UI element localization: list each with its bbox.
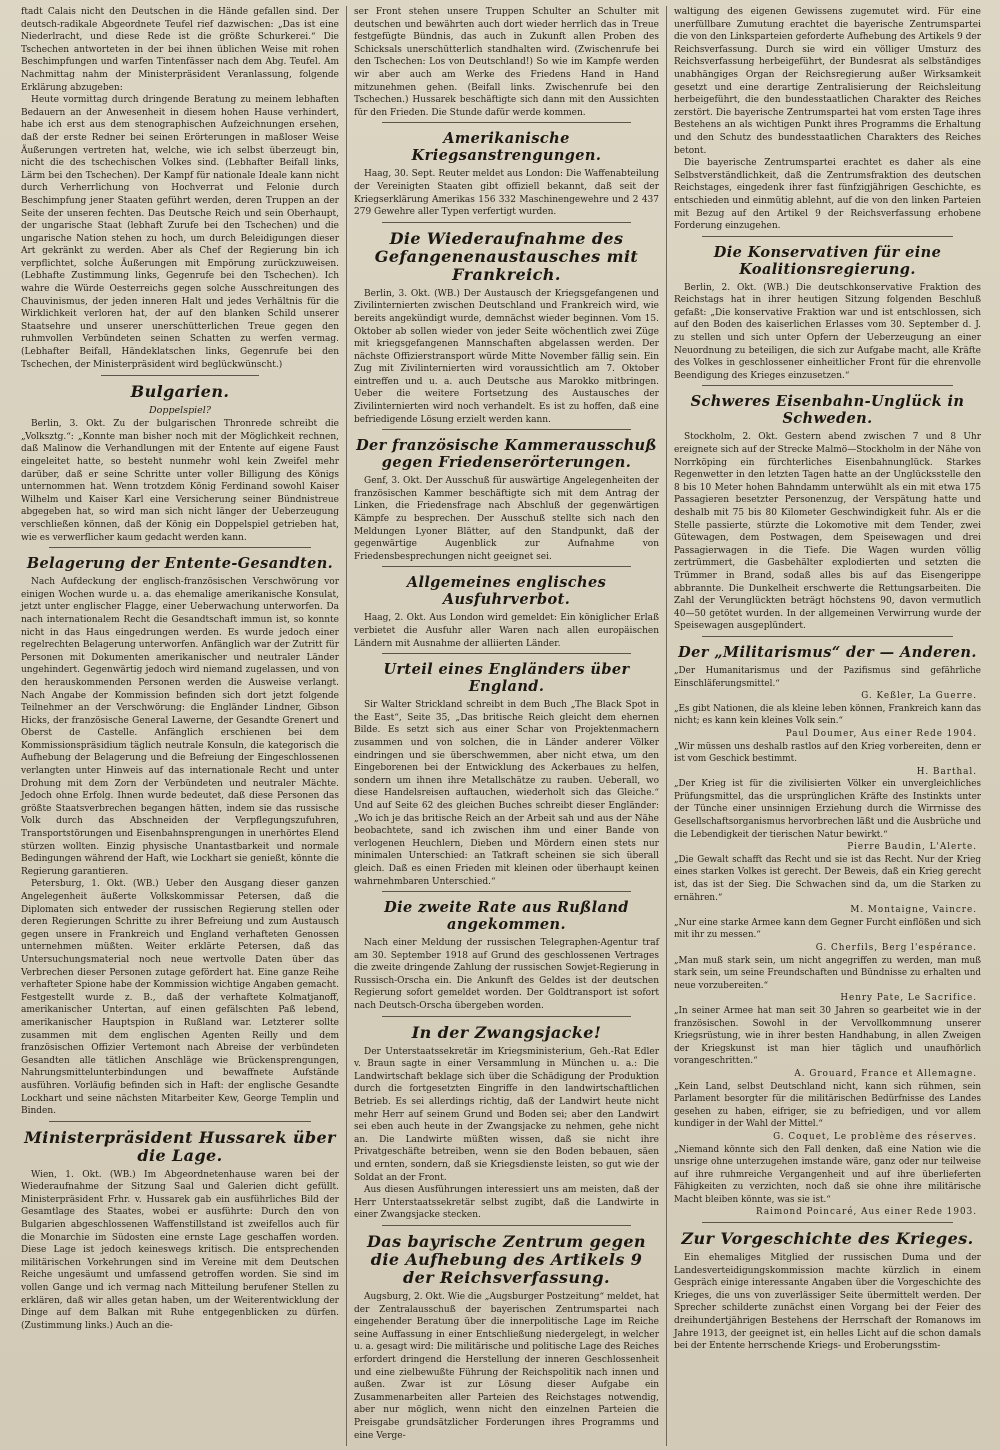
section-divider (702, 236, 953, 237)
section-divider (702, 636, 953, 637)
article-paragraph: ftadt Calais nicht den Deutschen in die Hände gefallen sind. Der deutsch-radikale Abgeordnete Teufel rief dazwischen: „Das ist eine Niederlracht, und diese Rede ist die größte Schurkerei.“ Die Tschechen antworteten in der bei ihnen üblichen Weise mit rohen Beschimpfungen und warfen Tintenfässer nach dem Abg. Teufel. Am Nachmittag nahm der Ministerpräsident Veranlassung, folgende Erklärung abzugeben: (21, 7, 339, 93)
article-paragraph: Aus diesen Ausführungen interessiert uns am meisten, daß der Herr Unterstaatssekretär selbst zugibt, daß die Landwirte in einer Zwangsjacke stecken. (354, 1185, 659, 1221)
column-2 (347, 6, 667, 1446)
column-3 (667, 6, 988, 1446)
article-headline: Urteil eines Engländers über England. (383, 661, 630, 696)
article-paragraph: „Der Krieg ist für die zivilisierten Völker ein unvergleichliches Prüfungsmittel, das die ursprünglichen Kräfte des Instinkts unter der Tünche einer unsinnigen Erziehung durch die Wirrnisse des Gesellschaftsorganismus hervorbrechen läßt und die Ausbrüche und die Lebendigkeit der tierischen Natur bewirkt.“ (674, 779, 981, 840)
section-divider (382, 1016, 631, 1017)
article-paragraph: Stockholm, 2. Okt. Gestern abend zwischen 7 und 8 Uhr ereignete sich auf der Strecke Malmö—Stockholm in der Nähe von Norrköping ein fürchterliches Eisenbahnunglück. Starkes Regenwetter in den letzten Tagen hatte an der Unglücksstelle den 8 bis 10 Meter hohen Bahndamm unterwühlt als ein mit etwa 175 Passagieren besetzter Personenzug, der Verspätung hatte und deshalb mit 75 bis 80 Kilometer Geschwindigkeit fuhr. Als er die Stelle passierte, stürzte die Lokomotive mit dem Tender, zwei Gütewagen, dem Postwagen, dem Speisewagen und drei Passagierwagen in die Tiefe. Die Wagen wurden völlig zertrümmert, die Gasbehälter explodierten und setzten die Trümmer in Brand, sodaß alles bis auf das Eisengerippe abbrannte. Die Dunkelheit erschwerte die Rettungsarbeiten. Die Zahl der Verunglückten beträgt höchstens 90, davon vermutlich 40—50 getötet wurden. In der allgemeinen Verwirrung wurde der Speisewagen ausgeplündert. (674, 432, 981, 632)
article-paragraph: Der Unterstaatssekretär im Kriegsministerium, Geh.-Rat Edler v. Braun sagte in einer Versammlung in München u. a.: Die Landwirtschaft beklage sich über die Schädigung der Produktion durch die fortgesetzten Eingriffe in den landwirtschaftlichen Betrieb. Es sei allerdings richtig, daß der Landwirt heute nicht mehr Herr auf seinem Grund und Boden sei; aber den Landwirt sei eben auch heute in der Zwangsjacke zu nehmen, gehe nicht an. Die Landwirte müßten wissen, daß sie nicht ihre Privatgeschäfte betreiben, wenn sie den Boden bebauen, säen und ernten, sondern, daß sie Kriegsdienste leisten, so gut wie der Soldat an der Front. (354, 1046, 659, 1183)
article-paragraph: „Kein Land, selbst Deutschland nicht, kann sich rühmen, sein Parlament besorgter für die militärischen Bedürfnisse des Landes gesehen zu haben, eifriger, sie zu befriedigen, und vor allem kundiger in der Wahl der Mittel.“ (674, 1081, 981, 1130)
article-paragraph: „Nur eine starke Armee kann dem Gegner Furcht einflößen und sich mit ihr zu messen.“ (674, 917, 981, 941)
section-divider (382, 429, 631, 430)
article-paragraph: „Der Humanitarismus und der Pazifismus sind gefährliche Einschläferungsmittel.“ (674, 665, 981, 689)
article-headline: Zur Vorgeschichte des Krieges. (681, 1229, 974, 1249)
quote-attribution: Paul Doumer, Aus einer Rede 1904. (785, 728, 977, 739)
article-headline: Ministerpräsident Hussarek über die Lage. (24, 1127, 336, 1165)
section-divider (382, 222, 631, 223)
column-1 (14, 6, 347, 1446)
section-divider (382, 122, 631, 123)
quote-attribution: G. Cherfils, Berg l'espérance. (815, 943, 977, 953)
article-paragraph: „In seiner Armee hat man seit 30 Jahren so gearbeitet wie in der französischen. Sowohl in der Vervollkommnung unserer Kriegsrüstung, wie in ihrer besten Handhabung, in allen Zweigen der Kriegskunst ist man hier täglich und unaufhörlich vorangeschritten.“ (674, 1005, 981, 1067)
section-divider (382, 1225, 631, 1226)
section-divider (101, 375, 259, 376)
article-paragraph: Wien, 1. Okt. (WB.) Im Abgeordnetenhause waren bei der Wiederaufnahme der Sitzung Saal und Galerien dicht gefüllt. Ministerpräsident Frhr. v. Hussarek gab ein ausführliches Bild der Gesamtlage des Staates, wobei er ausführte: Durch den von Bulgarien abgeschlossenen Waffenstillstand ist zweifellos auch für die Monarchie im Südosten eine ernste Lage geschaffen worden. Diese Lage ist jedoch keineswegs kritisch. Die entsprechenden militärischen Vorkehrungen sind im Vereine mit dem Deutschen Reiche ungesäumt und umfassend getroffen worden. Sie sind im vollen Gange und ich vermag nach Mitteilung berufener Stellen zu erklären, daß wir alles getan haben, um der Weiterentwicklung der Dinge auf dem Balkan mit Ruhe entgegenblicken zu dürfen. (Zustimmung links.) Auch an die- (21, 1169, 339, 1331)
article-paragraph: waltigung des eigenen Gewissens zugemutet wird. Für eine unerfüllbare Zumutung erachtet die bayerische Zentrumspartei die von den Linksparteien geforderte Aufhebung des Artikels 9 der Reichsverfassung. Durch sie wird ein völliger Umsturz des Reichsverfassung herbeigeführt, der Bundesrat als selbständiges unabhängiges Organ der Reichsregierung außer Wirksamkeit gesetzt und eine derartige Zentralisierung der Reichsleitung herbeigeführt, die den bundesstaatlichen Charakter des Reiches zerstört. Die bayerische Zentrumspartei hat vom ersten Tage ihres Bestehens an als wichtigen Punkt ihres Programms die Erhaltung und den Schutz des bundesstaatlichen Charakters des Reiches betont. (674, 7, 981, 156)
section-divider (49, 547, 311, 548)
article-paragraph: ser Front stehen unsere Truppen Schulter an Schulter mit deutschen und bewährten auch dort wieder herrlich das in Treue festgefügte Bündnis, das auch in Zukunft allen Proben des Schicksals unerschütterlich standhalten wird. (Zwischenrufe bei den Tschechen: Los von Deutschland!) So wie im Kampfe werden wir aber auch am Werke des Friedens Hand in Hand mitzunehmen gehen. (Beifall links. Zwischenrufe bei den Tschechen.) Hussarek beschäftigte sich dann mit den Aussichten für den Frieden. Die Stunde dafür werde kommen. (354, 7, 659, 118)
article-headline: Der französische Kammerausschuß gegen Friedenserörterungen. (356, 437, 657, 472)
section-divider (382, 566, 631, 567)
article-headline: Die Wiederaufnahme des Gefangenenaustausches mit Frankreich. (374, 228, 639, 284)
section-divider (49, 1121, 311, 1122)
article-headline: Die zweite Rate aus Rußland angekommen. (384, 899, 629, 934)
article-paragraph: Nach einer Meldung der russischen Telegraphen-Agentur traf am 30. September 1918 auf Grund des geschlossenen Vertrages die zweite dringende Zahlung der russischen Sowjet-Regierung in Russisch-Orscha ein. Die Ankunft des Geldes ist der deutschen Regierung sofort gemeldet worden. Der Goldtransport ist sofort nach Deutsch-Orscha übergeben worden. (354, 938, 659, 1012)
article-headline: Belagerung der Entente-Gesandten. (26, 555, 334, 573)
quote-attribution: A. Grouard, France et Allemagne. (794, 1068, 977, 1079)
article-paragraph: Augsburg, 2. Okt. Wie die „Augsburger Postzeitung“ meldet, hat der Zentralausschuß der bayerischen Zentrumspartei nach eingehender Beratung über die innerpolitische Lage im Reiche seine Auffassung in einer Entschließung niedergelegt, in welcher u. a. gesagt wird: Die militärische und politische Lage des Reiches erfordert dringend die Herstellung der inneren Geschlossenheit und eine zielbewußte Führung der Reichspolitik nach innen und außen. Zwar ist zur Lösung dieser Aufgabe ein Zusammenarbeiten aller Parteien des Reichstages notwendig, aber nur möglich, wenn nicht den einzelnen Parteien die Preisgabe grundsätzlicher Forderungen ihres Programms und eine Verge- (354, 1291, 659, 1441)
quote-attribution: Pierre Baudin, L'Alerte. (847, 842, 977, 853)
article-paragraph: Heute vormittag durch dringende Beratung zu meinem lebhaften Bedauern an der Anwesenheit in diesem hohen Hause verhindert, habe ich erst aus dem stenographischen Aufzeichnungen ersehen, daß der erste Redner bei seinen Erörterungen in maßloser Weise Äußerungen vertreten hat, welche, wie ich selbst überzeugt bin, nicht die des tschechischen Volkes sind. (Lebhafter Beifall links, Lärm bei den Tschechen). Der Kampf für nationale Ideale kann nicht durch Verherrlichung von Hochverrat und Felonie durch Beschimpfung jener Staaten geführt werden, deren Truppen an der Seite der unseren fechten. Das Deutsche Reich und sein Oberhaupt, der ungarische Staat (lebhaft Zurufe bei den Tschechen) und die ungarische Nation stehen zu hoch, um durch Beleidigungen dieser Art gekränkt zu werden. Aber als Chef der Regierung bin ich verpflichtet, solche Äußerungen mit Empörung zurückzuweisen. (Lebhafte Zustimmung links, Gegenrufe bei den Tschechen). Ich wahre die Würde Oesterreichs gegen solche Ausschreitungen des Chauvinismus, der jeden inneren Halt und jedes Verhältnis für die Wirklichkeit verloren hat, der auf den blanken Schild unserer Staatsehre und unserer unerschütterlichen Treue gegen den ruhmvollen Verbündeten seinen Schatten zu werfen vermag. (Lebhafter Beifall, Händeklatschen links, Gegenrufe bei den Tschechen, der Ministerpräsident wird beglückwünscht.) (21, 95, 339, 370)
quote-attribution: H. Barthal. (916, 766, 977, 777)
article-paragraph: „Wir müssen uns deshalb rastlos auf den Krieg vorbereiten, denn er ist vom Geschick bestimmt. (674, 741, 981, 765)
article-headline: Die Konservativen für eine Koalitionsregierung. (713, 243, 942, 278)
section-divider (702, 385, 953, 386)
article-headline: Der „Militarismus“ der — Anderen. (678, 643, 977, 661)
quote-attribution: G. Keßler, La Guerre. (861, 691, 977, 702)
article-paragraph: Berlin, 3. Okt. Zu der bulgarischen Thronrede schreibt die „Volksztg.“: „Konnte man bisher noch mit der Möglichkeit rechnen, daß Malinow die Verhandlungen mit der Entente auf eigene Faust eingeleitet hatte, so besteht nunmehr wohl kein Zweifel mehr darüber, daß er seine Schritte unter voller Billigung des Königs unternommen hat. Wenn trotzdem König Ferdinand sowohl Kaiser Wilhelm und Kaiser Karl eine Versicherung seiner Bündnistreue abgegeben hat, so wird man sich nicht länger der Ueberzeugung verschließen können, daß der König ein Doppelspiel getrieben hat, wie es verwerflicher kaum gedacht werden kann. (21, 419, 339, 543)
article-paragraph: „Die Gewalt schafft das Recht und sie ist das Recht. Nur der Krieg eines starken Volkes ist gerecht. Der Beweis, daß ein Krieg gerecht ist, das ist der Sieg. Die Schwachen sind da, um die Starken zu ernähren.“ (674, 854, 981, 903)
article-headline: Bulgarien. (130, 382, 230, 402)
article-subheadline: Doppelspiel? (149, 405, 211, 417)
quote-attribution: Henry Pate, Le Sacrifice. (840, 993, 977, 1004)
quote-attribution: G. Coquet, Le problème des réserves. (773, 1131, 977, 1142)
article-paragraph: Nach Aufdeckung der englisch-französischen Verschwörung vor einigen Wochen wurde u. a. das ehemalige amerikanische Konsulat, jetzt unter englischer Flagge, einer Ueberwachung unterworfen. Da nach internationalem Recht die Gesandtschaft immun ist, so konnte nicht in das Haus eingedrungen werden. Es wurde jedoch einer regelrechten Belagerung unterworfen. Anfänglich war der Zutritt für Personen mit Dokumenten amerikanischer und neutraler Länder ungehindert. Gegenwärtig jedoch wird niemand zugelassen, und von den herauskommenden Personen werden die Ausweise verlangt. Nach Angabe der Kommission befinden sich dort jetzt folgende Teilnehmer an der Verschwörung: die Engländer Lindner, Gibson Hicks, der französische General Lawerne, der Gesandte Grenert und Oberst de Castelle. Anfänglich erschienen bei dem Kommissionspräsidium täglich neutrale Konsuln, die kategorisch die Aufhebung der Belagerung und die Befreiung der Eingeschlossenen verlangten unter Hinweis auf das internationale Recht und unter Drohung mit dem Zorn der Verbündeten und neutraler Mächte. Jedoch ohne Erfolg. Ihnen wurde bedeutet, daß diese Personen das größte Staatsverbrechen begangen hätten, indem sie das russische Volk durch das Abschneiden der Verpflegungszufuhren, Transportstörungen und Eisenbahnsprengungen in unerhörtes Elend stürzen wollten. Einzig physische Unantastbarkeit und normale Bedingungen während der Haft, wie Lockhart sie genießt, könnte die Regierung garantieren. (21, 577, 339, 877)
article-headline: Allgemeines englisches Ausfuhrverbot. (406, 574, 607, 609)
article-paragraph: Genf, 3. Okt. Der Ausschuß für auswärtige Angelegenheiten der französischen Kammer beschäftigte sich mit dem Antrag der Linken, die Friedensfrage nach Abschluß der gegenwärtigen Kämpfe zu besprechen. Der Ausschuß stellte sich nach den Meldungen Lyoner Blätter, auf den Standpunkt, daß der gegenwärtige Augenblick zur Aufnahme von Friedensbesprechungen nicht geeignet sei. (354, 476, 659, 562)
article-paragraph: Sir Walter Strickland schreibt in dem Buch „The Black Spot in the East“, Seite 35, „Das britische Reich gleicht dem ehernen Bilde. Es setzt sich aus einer Schar von Projektenmachern zusammen und von solchen, die in Länder anderer Völker eindringen und sie überschwemmen, aber nicht etwa, um den Eingeborenen bei der Entwicklung des Ackerbaues zu helfen, sondern um ihnen ihre Metallschätze zu rauben. Ueberall, wo diese Handelsreisen auftauchen, wiederholt sich das Gleiche.“ Und auf Seite 62 des gleichen Buches schreibt dieser Engländer: „Wo ich je das britische Reich an der Arbeit sah und aus der Nähe beobachtete, sand ich zwischen ihm und einer Bande von verlogenen Heuchlern, Dieben und Mördern einen stets nur minimalen Unterschied: an Tatkraft scheinen sie sich überall gleich. Daß es einen Frieden mit kleinen oder überhaupt keinen wahrnehmbaren Unterschied.“ (354, 700, 659, 887)
quote-attribution: Raimond Poincaré, Aus einer Rede 1903. (756, 1207, 977, 1218)
article-paragraph: „Man muß stark sein, um nicht angegriffen zu werden, man muß stark sein, um seine Freundschaften und Bündnisse zu erhalten und neue vorzubereiten.“ (674, 955, 981, 991)
article-paragraph: Ein ehemaliges Mitglied der russischen Duma und der Landesverteidigungskommission machte kürzlich in einem Gespräch einige interessante Angaben über die Vorgeschichte des Krieges, die uns von zuverlässiger Seite übermittelt werden. Der Sprecher schilderte zunächst einen Vorgang bei der Feier des dreihundertjährigen Bestehens der Herrschaft der Romanows im Jahre 1913, der geeignet ist, ein helles Licht auf die schon damals bei der Entente herrschende Kriegs- und Eroberungsstim- (674, 1253, 981, 1352)
article-paragraph: Haag, 2. Okt. Aus London wird gemeldet: Ein königlicher Erlaß verbietet die Ausfuhr aller Waren nach allen europäischen Ländern mit Ausnahme der alliierten Länder. (354, 613, 659, 649)
article-headline: In der Zwangsjacke! (411, 1022, 602, 1042)
article-paragraph: Die bayerische Zentrumspartei erachtet es daher als eine Selbstverständlichkeit, daß die Zentrumsfraktion des deutschen Reichstages, eingedenk ihrer fast fünfzigjährigen Geschichte, es entschieden und einmütig ablehnt, auf die von den linken Parteien mit Bezug auf den Artikel 9 der Reichsverfassung erhobene Forderung einzugehen. (674, 158, 981, 232)
article-paragraph: Petersburg, 1. Okt. (WB.) Ueber den Ausgang dieser ganzen Angelegenheit äußerte Volkskommissar Petersen, daß die Diplomaten sich entweder der russischen Regierung stellen oder deren Regierungen Schritte zu ihrer Befreiung und zum Austausch gegen unsere in Frankreich und England verhafteten Genossen unternehmen müßten. Weiter erklärte Petersen, daß das Untersuchungsmaterial noch neue wertvolle Daten über das Verbrechen dieser Personen zutage gefördert hat. Eine ganze Reihe verhafteter Spione habe der Kommission wichtige Angaben gemacht. Festgestellt wurde z. B., daß der verhaftete Kolmatjanoff, amerikanischer Untertan, auf einen gefälschten Paß lebend, amerikanischer Hauptspion in Rußland war. Letzterer sollte zusammen mit dem englischen Agenten Reilly und dem französischen Offizier Vertemont nach Abreise der verbündeten Gesandten alle tätlichen Anschläge wie Brückensprengungen, Nahrungsmittelunterbindungen und bewaffnete Aufstände ausführen. Vorläufig befinden sich in Haft: der englische Gesandte Lockhart und seine nächsten Mitarbeiter Kew, George Templin und Binden. (21, 879, 339, 1117)
quote-attribution: M. Montaigne, Vaincre. (850, 905, 977, 916)
section-divider (702, 1222, 953, 1223)
article-headline: Schweres Eisenbahn-Unglück in Schweden. (690, 393, 965, 428)
article-paragraph: Berlin, 3. Okt. (WB.) Der Austausch der Kriegsgefangenen und Zivilinternierten zwischen Deutschland und Frankreich wird, wie bereits angekündigt wurde, demnächst wieder beginnen. Vom 15. Oktober ab sollen wieder von jeder Seite wöchentlich zwei Züge mit kriegsgefangenen Mannschaften abgelassen werden. Der nächste Offizierstransport würde Mitte November fällig sein. Ein Zug mit Zivilinternierten wird voraussichtlich am 7. Oktober eintreffen und u. a. auch Deutsche aus Marokko mitbringen. Ueber die weitere Fortsetzung des Austausches der Zivilinternierten wird noch verhandelt. Es ist zu hoffen, daß eine befriedigende Lösung erzielt werden kann. (354, 288, 659, 425)
article-paragraph: Berlin, 2. Okt. (WB.) Die deutschkonservative Fraktion des Reichstags hat in ihrer heutigen Sitzung folgenden Beschluß gefaßt: „Die konservative Fraktion war und ist entschlossen, sich auf den Boden des kaiserlichen Erlasses vom 30. September d. J. zu stellen und sich unter Opfern der Ueberzeugung an einer Neuordnung zu beteiligen, die sich zur Aufgabe macht, alle Kräfte des Volkes in geschlossener einheitlicher Front für die ehrenvolle Beendigung des Krieges einzusetzen.“ (674, 282, 981, 381)
article-paragraph: „Niemand könnte sich den Fall denken, daß eine Nation wie die unsrige ohne unterzugehen imstande wäre, ganz oder nur teilweise auf ihre ruhmreiche Vergangenheit und auf ihre überlieferten Fähigkeiten zu verzichten, noch daß sie ohne ihre militärische Macht bleiben könnte, was sie ist.“ (674, 1144, 981, 1205)
article-headline: Amerikanische Kriegsanstrengungen. (411, 130, 602, 165)
section-divider (382, 653, 631, 654)
article-paragraph: Haag, 30. Sept. Reuter meldet aus London: Die Waffenabteilung der Vereinigten Staaten gibt offiziell bekannt, daß seit der Kriegserklärung Amerikas 156 332 Maschinengewehre und 2 437 279 Gewehre aller Typen verfertigt wurden. (354, 169, 659, 218)
section-divider (382, 891, 631, 892)
article-headline: Das bayrische Zentrum gegen die Aufhebung des Artikels 9 der Reichsverfassung. (367, 1231, 646, 1287)
article-paragraph: „Es gibt Nationen, die als kleine leben können, Frankreich kann das nicht; es kann kein kleines Volk sein.“ (674, 703, 981, 727)
